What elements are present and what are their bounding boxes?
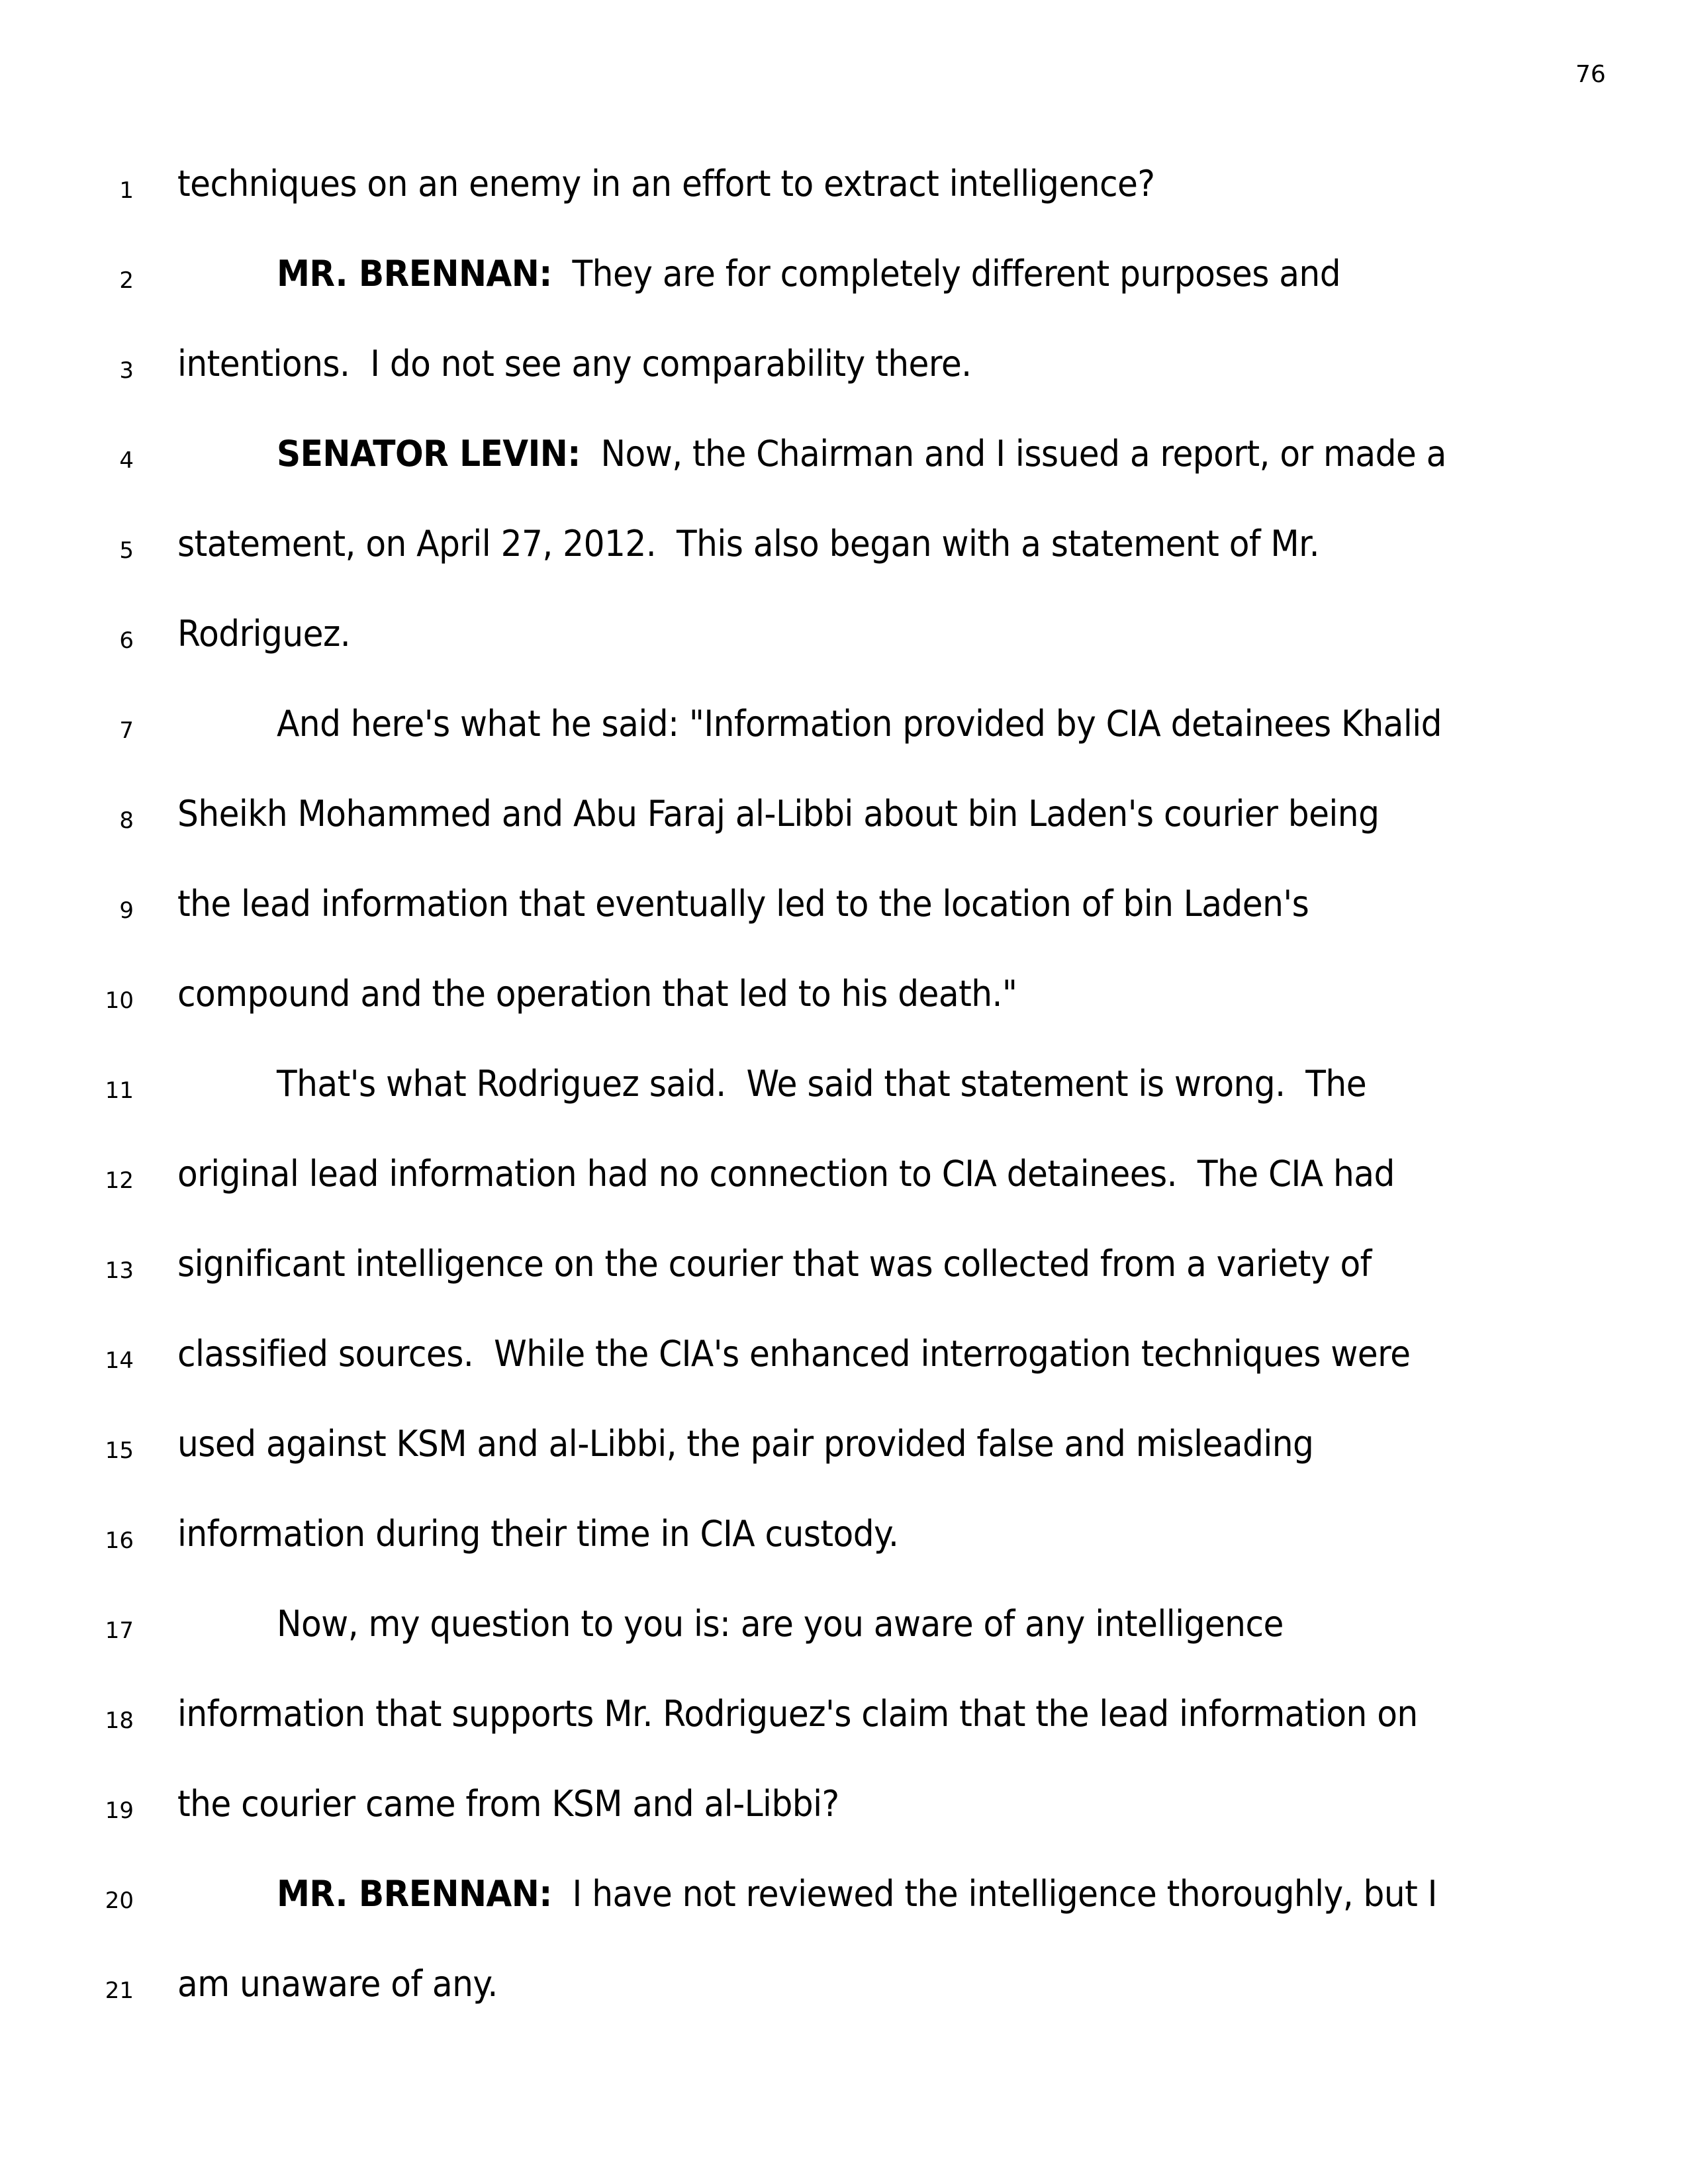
line-text xyxy=(177,793,1379,835)
line-number: 10 xyxy=(105,987,134,1014)
transcript-line xyxy=(0,1423,1688,1513)
line-text xyxy=(177,523,1319,565)
transcript-line xyxy=(0,343,1688,433)
line-content: They are for completely different purposes and xyxy=(551,253,1341,295)
line-text xyxy=(177,1153,1395,1195)
transcript-line xyxy=(0,1243,1688,1333)
line-content: Rodriguez. xyxy=(177,613,351,655)
line-number: 14 xyxy=(105,1347,134,1374)
transcript-line xyxy=(0,523,1688,613)
transcript-line xyxy=(0,1963,1688,2053)
page-number: 76 xyxy=(1575,61,1606,88)
transcript-line xyxy=(0,1153,1688,1243)
transcript-line xyxy=(0,253,1688,343)
transcript-line xyxy=(0,883,1688,973)
line-content: information that supports Mr. Rodriguez's claim that the lead information on xyxy=(177,1693,1418,1735)
line-content: intentions. I do not see any comparability there. xyxy=(177,343,972,385)
line-content: significant intelligence on the courier that was collected from a variety of xyxy=(177,1243,1372,1285)
line-text xyxy=(277,1603,1284,1645)
line-text xyxy=(177,973,1017,1015)
line-content: original lead information had no connection to CIA detainees. The CIA had xyxy=(177,1153,1395,1195)
line-number: 12 xyxy=(105,1167,134,1194)
line-text xyxy=(177,883,1309,925)
line-text xyxy=(277,433,1446,475)
transcript-line xyxy=(0,1873,1688,1963)
transcript-line xyxy=(0,613,1688,703)
line-number: 19 xyxy=(105,1797,134,1824)
line-content: classified sources. While the CIA's enhanced interrogation techniques were xyxy=(177,1333,1411,1375)
line-number: 21 xyxy=(105,1978,134,2004)
line-content: That's what Rodriguez said. We said that statement is wrong. The xyxy=(277,1063,1367,1105)
speaker-label: SENATOR LEVIN: xyxy=(277,433,581,475)
line-text xyxy=(277,1063,1366,1105)
line-number: 13 xyxy=(105,1257,134,1284)
line-text xyxy=(177,1333,1410,1375)
line-text xyxy=(177,1423,1313,1465)
transcript-line xyxy=(0,1333,1688,1423)
line-content: information during their time in CIA custody. xyxy=(177,1513,899,1555)
transcript-line xyxy=(0,433,1688,523)
line-number: 3 xyxy=(119,357,134,384)
line-text xyxy=(177,1513,898,1555)
line-content: the lead information that eventually led to the location of bin Laden's xyxy=(177,883,1309,925)
transcript-line xyxy=(0,1783,1688,1873)
line-content: Now, my question to you is: are you aware of any intelligence xyxy=(277,1603,1284,1645)
line-text xyxy=(177,1693,1418,1735)
line-content: compound and the operation that led to his death." xyxy=(177,973,1017,1015)
line-number: 2 xyxy=(119,267,134,294)
transcript-line xyxy=(0,703,1688,793)
transcript-line xyxy=(0,793,1688,883)
line-content: techniques on an enemy in an effort to extract intelligence? xyxy=(177,163,1155,205)
line-content: Now, the Chairman and I issued a report, or made a xyxy=(580,433,1446,475)
line-number: 8 xyxy=(119,807,134,834)
line-content: Sheikh Mohammed and Abu Faraj al-Libbi about bin Laden's courier being xyxy=(177,793,1380,835)
transcript-line xyxy=(0,973,1688,1063)
line-text xyxy=(177,613,350,655)
line-number: 1 xyxy=(119,177,134,204)
line-text xyxy=(277,1873,1437,1915)
line-number: 16 xyxy=(105,1527,134,1554)
line-number: 17 xyxy=(105,1617,134,1644)
transcript-line xyxy=(0,1693,1688,1783)
line-text xyxy=(177,163,1154,205)
line-text xyxy=(177,343,972,385)
line-content: I have not reviewed the intelligence thoroughly, but I xyxy=(551,1873,1437,1915)
speaker-label: MR. BRENNAN: xyxy=(277,253,552,295)
line-number: 20 xyxy=(105,1888,134,1914)
line-content: statement, on April 27, 2012. This also began with a statement of Mr. xyxy=(177,523,1320,565)
line-text xyxy=(177,1243,1372,1285)
line-number: 18 xyxy=(105,1707,134,1734)
line-number: 7 xyxy=(119,717,134,744)
line-number: 15 xyxy=(105,1437,134,1464)
line-content: And here's what he said: "Information provided by CIA detainees Khalid xyxy=(277,703,1442,745)
line-text xyxy=(177,1783,839,1825)
transcript-line xyxy=(0,163,1688,253)
line-text xyxy=(277,703,1442,745)
line-content: the courier came from KSM and al-Libbi? xyxy=(177,1783,839,1825)
line-content: am unaware of any. xyxy=(177,1963,498,2005)
speaker-label: MR. BRENNAN: xyxy=(277,1873,552,1915)
transcript-line xyxy=(0,1063,1688,1153)
line-text xyxy=(177,1963,498,2005)
line-number: 9 xyxy=(119,897,134,924)
line-number: 4 xyxy=(119,447,134,474)
line-number: 6 xyxy=(119,627,134,654)
line-number: 5 xyxy=(119,537,134,564)
line-text xyxy=(277,253,1340,295)
line-content: used against KSM and al-Libbi, the pair provided false and misleading xyxy=(177,1423,1314,1465)
transcript-line xyxy=(0,1603,1688,1693)
transcript-line xyxy=(0,1513,1688,1603)
line-number: 11 xyxy=(105,1077,134,1104)
